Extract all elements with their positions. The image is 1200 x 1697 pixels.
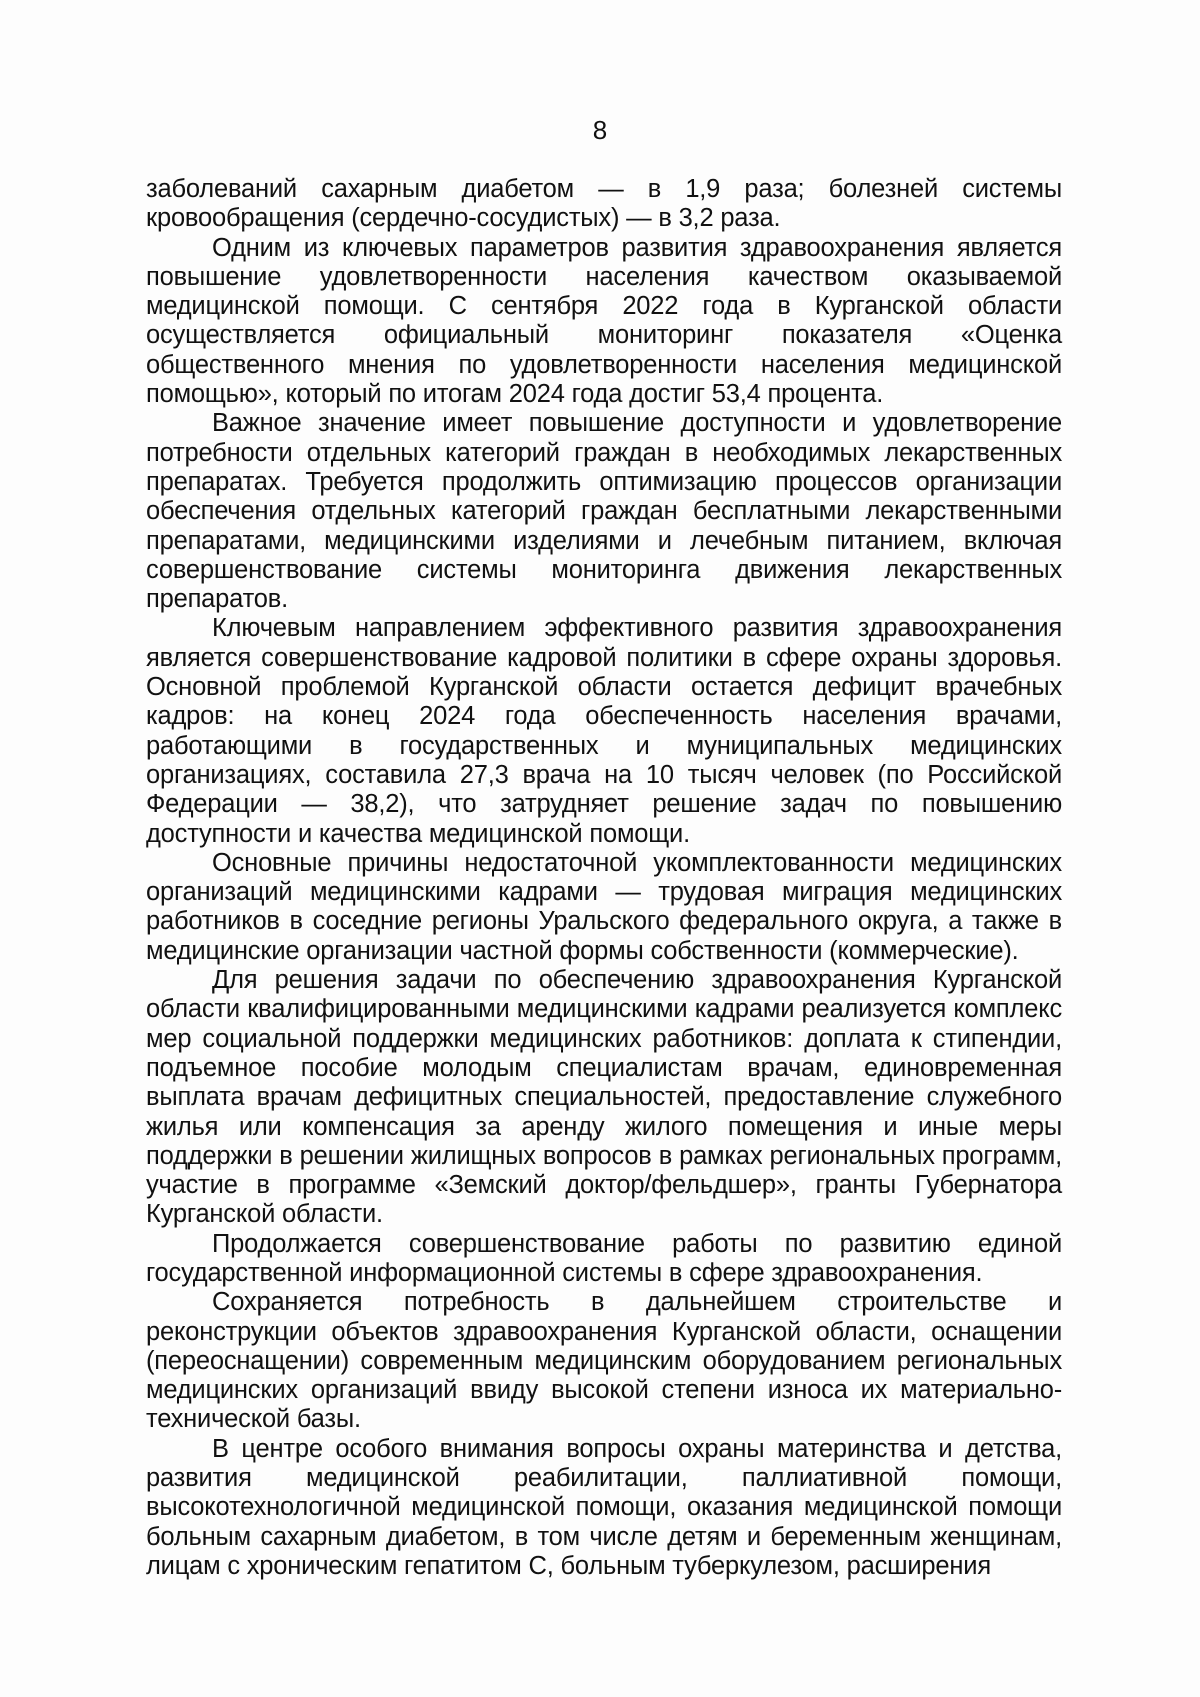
paragraph: Для решения задачи по обеспечению здравоохранения Курганской области квалифицированными медицинскими кадрами реализуется комплекс мер социальной поддержки медицинских работников: доплата к стипендии, подъемное пособие молодым специалистам врачам, единовременная выплата врачам дефицитных специальностей, предоставление служебного жилья или компенсация за аренду жилого помещения и иные меры поддержки в решении жилищных вопросов в рамках региональных программ, участие в программе «Земский доктор/фельдшер», гранты Губернатора Курганской области. — [146, 966, 1062, 1229]
paragraph: Продолжается совершенствование работы по развитию единой государственной информационной системы в сфере здравоохранения. — [146, 1229, 1062, 1287]
paragraph: Сохраняется потребность в дальнейшем строительстве и реконструкции объектов здравоохранения Курганской области, оснащении (переоснащении) современным медицинским оборудованием региональных медицинских организаций ввиду высокой степени износа их материально-технической базы. — [146, 1288, 1062, 1434]
paragraph: В центре особого внимания вопросы охраны материнства и детства, развития медицинской реабилитации, паллиативной помощи, высокотехнологичной медицинской помощи, оказания медицинской помощи больным сахарным диабетом, в том числе детям и беременным женщинам, лицам с хроническим гепатитом С, больным туберкулезом, расширения — [146, 1434, 1062, 1580]
paragraph: Одним из ключевых параметров развития здравоохранения является повышение удовлетворенности населения качеством оказываемой медицинской помощи. С сентября 2022 года в Курганской области осуществляется официальный мониторинг показателя «Оценка общественного мнения по удовлетворенности населения медицинской помощью», который по итогам 2024 года достиг 53,4 процента. — [146, 233, 1062, 409]
paragraph: Важное значение имеет повышение доступности и удовлетворение потребности отдельных категорий граждан в необходимых лекарственных препаратах. Требуется продолжить оптимизацию процессов организации обеспечения отдельных категорий граждан бесплатными лекарственными препаратами, медицинскими изделиями и лечебным питанием, включая совершенствование системы мониторинга движения лекарственных препаратов. — [146, 409, 1062, 614]
page-number: 8 — [592, 115, 608, 145]
document-body — [146, 175, 1062, 1581]
paragraph: Ключевым направлением эффективного развития здравоохранения является совершенствование кадровой политики в сфере охраны здоровья. Основной проблемой Курганской области остается дефицит врачебных кадров: на конец 2024 года обеспеченность населения врачами, работающими в государственных и муниципальных медицинских организациях, составила 27,3 врача на 10 тысяч человек (по Российской Федерации — 38,2), что затрудняет решение задач по повышению доступности и качества медицинской помощи. — [146, 614, 1062, 848]
paragraph: заболеваний сахарным диабетом — в 1,9 раза; болезней системы кровообращения (сердечно-сосудистых) — в 3,2 раза. — [146, 175, 1062, 233]
paragraph: Основные причины недостаточной укомплектованности медицинских организаций медицинскими кадрами — трудовая миграция медицинских работников в соседние регионы Уральского федерального округа, а также в медицинские организации частной формы собственности (коммерческие). — [146, 848, 1062, 965]
